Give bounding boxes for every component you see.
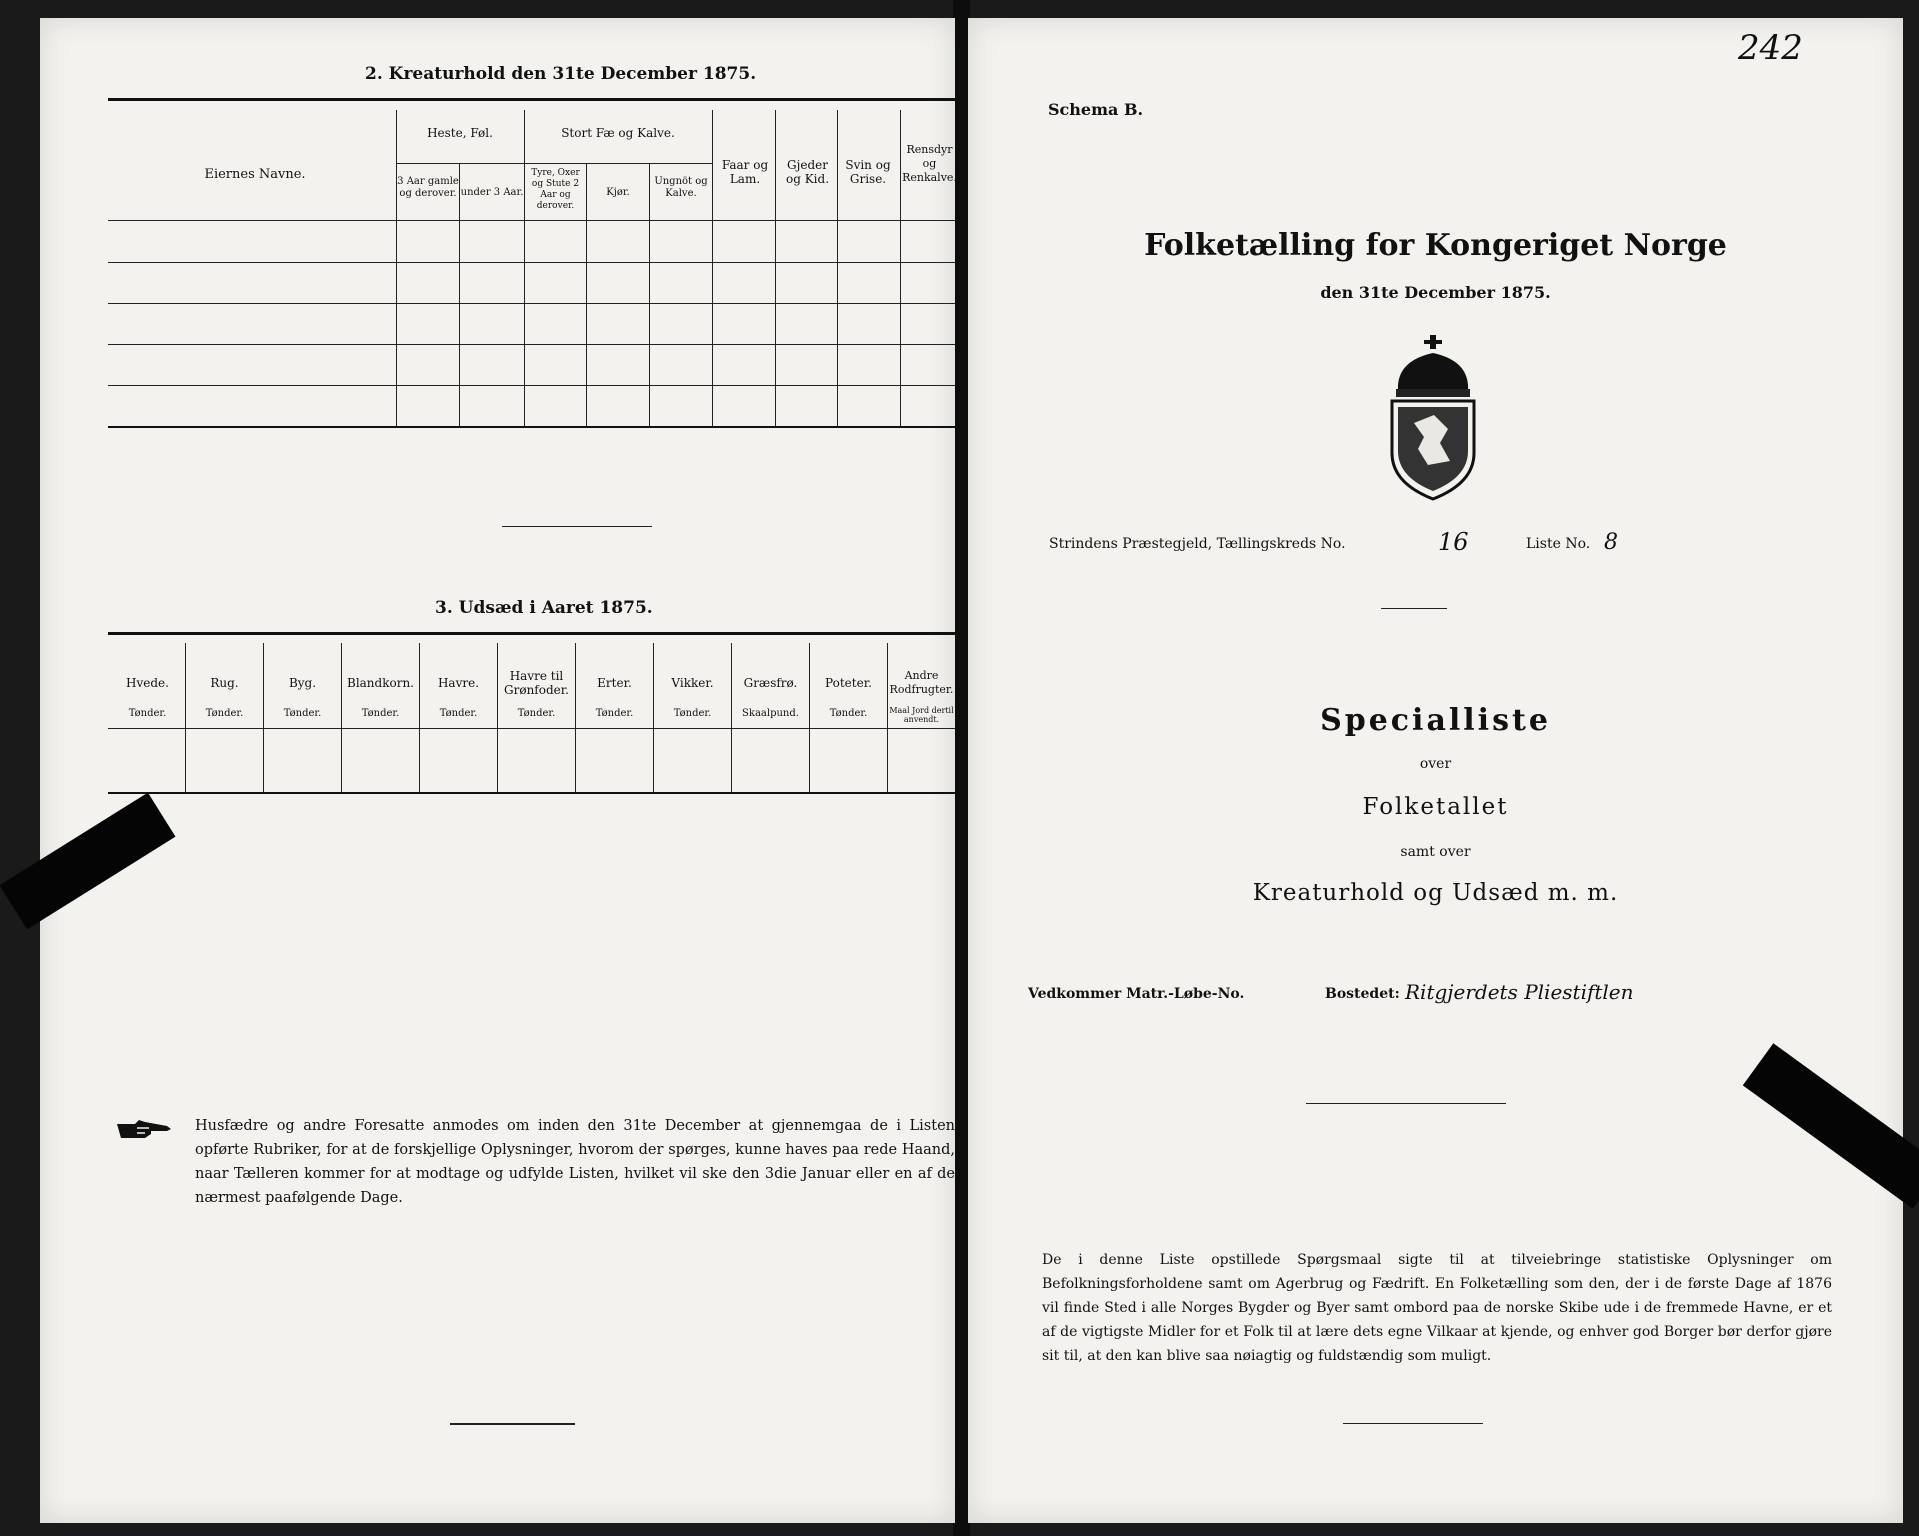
row-line xyxy=(108,344,955,345)
col-header-young-cattle: Ungnöt og Kalve. xyxy=(654,176,708,199)
main-title: Folketælling for Kongeriget Norge xyxy=(1144,228,1727,263)
seed-col-byg: Byg. xyxy=(288,676,317,690)
col-header-cows: Kjør. xyxy=(606,187,630,198)
district-label: Strindens Præstegjeld, Tællingskreds No. xyxy=(1049,536,1346,552)
folketallet-text: Folketallet xyxy=(1362,794,1509,820)
subheader-line xyxy=(396,163,712,164)
right-page xyxy=(968,18,1903,1523)
row-line xyxy=(108,303,955,304)
col-header-sheep: Faar og Lam. xyxy=(721,158,769,186)
seed-col-havre: Havre. xyxy=(437,676,480,690)
col-header-horses-old: 3 Aar gamle og derover. xyxy=(397,176,459,199)
bottom-separator xyxy=(1343,1423,1483,1424)
col-divider xyxy=(712,110,713,426)
seed-unit: Tønder. xyxy=(517,708,556,719)
seed-header-line xyxy=(108,728,955,729)
kreaturhold-text: Kreaturhold og Udsæd m. m. xyxy=(1252,880,1619,906)
header-bottom-line xyxy=(108,220,955,221)
seed-table-bottom-rule xyxy=(108,792,955,794)
col-header-horses-young: under 3 Aar. xyxy=(460,187,524,198)
separator xyxy=(502,526,652,527)
seed-unit: Tønder. xyxy=(439,708,478,719)
seed-col-havre-gronfoder: Havre til Grønfoder. xyxy=(504,669,569,697)
col-header-reindeer: Rensdyr og Renkalve. xyxy=(902,143,957,184)
notice-text: Husfædre og andre Foresatte anmodes om inden den 31te December at gjennemgaa de i Listen opførte Rubriker, for at de forskjellige Oplysninger, hvorom der spørges, kunne haves paa rede Haand, naar Tælleren kommer for at modtage og udfylde Listen, hvilket vil ske den 3die Januar eller en af de nærmest paafølgende Dage. xyxy=(195,1118,955,1206)
horses-group-header: Heste, Føl. xyxy=(427,126,493,140)
row-line xyxy=(108,262,955,263)
seed-col-blandkorn: Blandkorn. xyxy=(347,676,414,690)
date-line: den 31te December 1875. xyxy=(1320,283,1551,302)
section3-title: 3. Udsæd i Aaret 1875. xyxy=(435,598,653,618)
seed-col-graesfro: Græsfrø. xyxy=(743,676,798,690)
seed-col-poteter: Poteter. xyxy=(825,676,872,690)
cattle-group-header: Stort Fæ og Kalve. xyxy=(561,126,675,140)
matr-label: Vedkommer Matr.-Løbe-No. xyxy=(1028,986,1245,1002)
col-divider xyxy=(649,163,650,426)
seed-unit: Maal Jord dertil anvendt. xyxy=(889,706,954,724)
seed-col-hvede: Hvede. xyxy=(126,676,169,690)
separator xyxy=(1381,608,1447,609)
seed-col-erter: Erter. xyxy=(597,676,632,690)
seed-unit: Tønder. xyxy=(283,708,322,719)
list-number: 8 xyxy=(1604,530,1618,555)
seed-unit: Tønder. xyxy=(673,708,712,719)
col-divider xyxy=(396,110,397,426)
bosted-value: Ritgjerdets Pliestiftlen xyxy=(1405,980,1634,1004)
samt-over-text: samt over xyxy=(1400,844,1471,860)
coat-of-arms-icon xyxy=(1378,333,1488,503)
left-page xyxy=(40,18,955,1523)
seed-unit: Skaalpund. xyxy=(742,708,799,719)
seed-unit: Tønder. xyxy=(205,708,244,719)
seed-unit: Tønder. xyxy=(829,708,868,719)
schema-label: Schema B. xyxy=(1048,100,1144,119)
over-text: over xyxy=(1419,756,1452,772)
separator xyxy=(1306,1103,1506,1104)
district-number: 16 xyxy=(1438,528,1469,556)
seed-unit: Tønder. xyxy=(128,708,167,719)
col-divider xyxy=(459,163,460,426)
table-bottom-rule xyxy=(108,426,955,428)
col-divider xyxy=(586,163,587,426)
bosted-label: Bostedet: xyxy=(1325,986,1400,1002)
pointing-hand-icon xyxy=(115,1116,175,1146)
col-header-goats: Gjeder og Kid. xyxy=(785,158,830,186)
row-line xyxy=(108,385,955,386)
folio-number: 242 xyxy=(1738,28,1803,68)
seed-unit: Tønder. xyxy=(361,708,400,719)
seed-table-top-rule xyxy=(108,632,955,635)
col-header-pigs: Svin og Grise. xyxy=(845,158,891,186)
seed-col-andre-rodfrugter: Andre Rodfrugter. xyxy=(889,669,954,696)
section2-title: 2. Kreaturhold den 31te December 1875. xyxy=(365,64,757,84)
seed-unit: Tønder. xyxy=(595,708,634,719)
table-top-rule xyxy=(108,98,955,101)
intro-paragraph: De i denne Liste opstillede Spørgsmaal sigte til at tilveiebringe statistiske Oplysninger om Befolkningsforholdene samt om Agerbrug og Fædrift. En Folketælling som den, der i de første Dage af 1876 vil finde Sted i alle Norges Bygder og Byer samt ombord paa de norske Skibe ude i de fremmede Havne, er et af de vigtigste Midler for et Folk til at lære dets egne Vilkaar at kjende, og enhver god Borger bør derfor gjøre sit til, at den kan blive saa nøiagtig og fuldstændig som muligt. xyxy=(1042,1252,1832,1364)
col-divider xyxy=(837,110,838,426)
col-divider xyxy=(775,110,776,426)
special-title: Specialliste xyxy=(1320,703,1551,738)
col-divider xyxy=(524,110,525,426)
list-label: Liste No. xyxy=(1526,536,1591,552)
owner-header: Eiernes Navne. xyxy=(204,167,306,182)
bottom-separator xyxy=(450,1423,575,1425)
seed-col-rug: Rug. xyxy=(210,676,239,690)
seed-col-vikker: Vikker. xyxy=(671,676,714,690)
col-header-bulls: Tyre, Oxer og Stute 2 Aar og derover. xyxy=(531,168,580,211)
col-divider xyxy=(900,110,901,426)
